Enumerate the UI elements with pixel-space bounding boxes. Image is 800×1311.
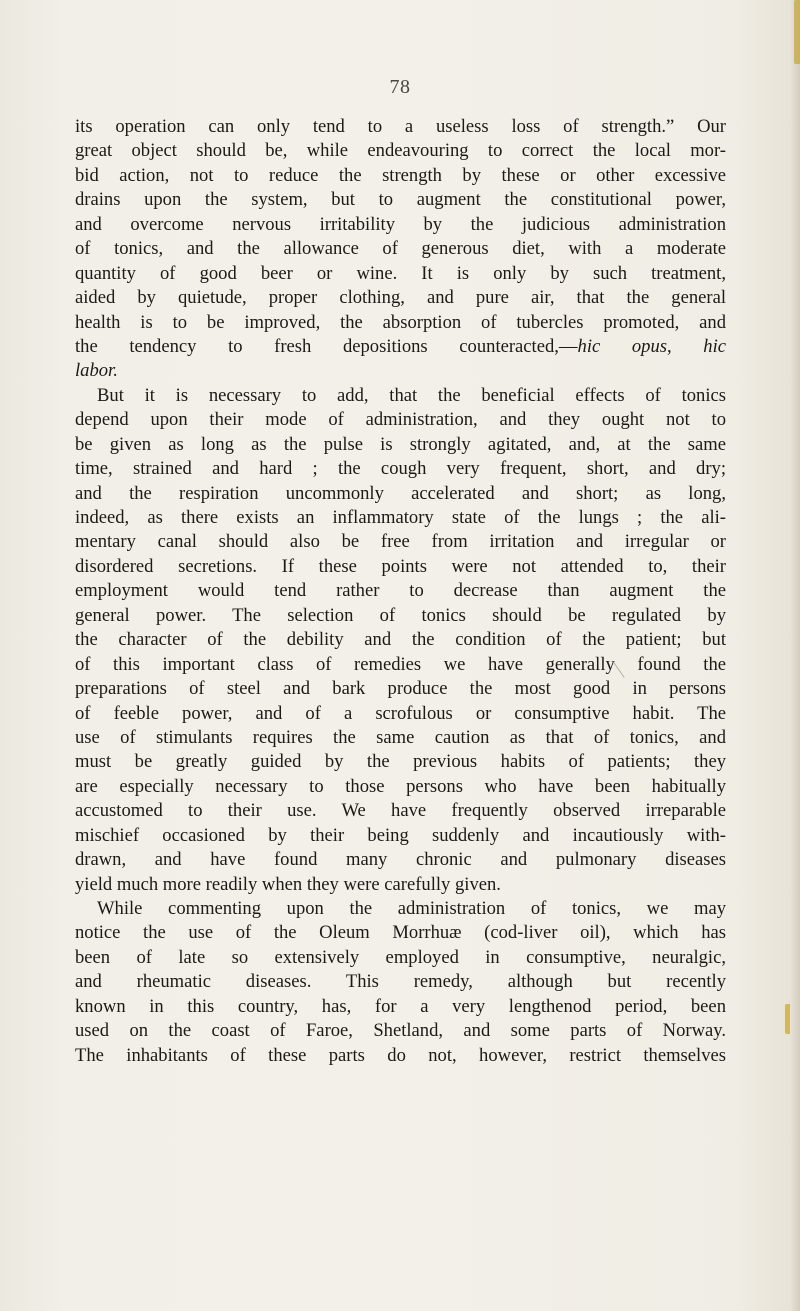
- text-line: health is to be improved, the absorption of tubercles promoted, and: [75, 311, 726, 333]
- text-line: of tonics, and the allowance of generous diet, with a moderate: [75, 238, 726, 260]
- text-line: and overcome nervous irritability by the judicious administration: [75, 213, 726, 235]
- text-line: and the respiration uncommonly accelerated and short; as long,: [75, 482, 726, 504]
- text-line: disordered secretions. If these points were not attended to, their: [75, 555, 726, 577]
- text-line: known in this country, has, for a very lengthenod period, been: [75, 995, 726, 1017]
- text-line: used on the coast of Faroe, Shetland, and some parts of Norway.: [75, 1020, 726, 1042]
- text-line: and rheumatic diseases. This remedy, although but recently: [75, 971, 726, 993]
- text-line: of this important class of remedies we have generally found the: [75, 653, 726, 675]
- body-text: [75, 115, 726, 1068]
- text-line: mischief occasioned by their being suddenly and incautiously with-: [75, 824, 726, 846]
- text-line: depend upon their mode of administration, and they ought not to: [75, 409, 726, 431]
- text-line: labor.: [75, 360, 118, 382]
- text-line: are especially necessary to those persons who have been habitually: [75, 775, 726, 797]
- text-line: its operation can only tend to a useless loss of strength.” Our: [75, 116, 726, 137]
- text-line: use of stimulants requires the same caution as that of tonics, and: [75, 726, 726, 748]
- text-line: quantity of good beer or wine. It is only by such treatment,: [75, 262, 726, 284]
- text-line: mentary canal should also be free from irritation and irregular or: [75, 531, 726, 553]
- text-line: drawn, and have found many chronic and pulmonary diseases: [75, 849, 726, 871]
- text-line: be given as long as the pulse is strongly agitated, and, at the same: [75, 433, 726, 455]
- text-line: notice the use of the Oleum Morrhuæ (cod-liver oil), which has: [75, 922, 726, 944]
- text-line: of feeble power, and of a scrofulous or consumptive habit. The: [75, 702, 726, 724]
- text-line: employment would tend rather to decrease than augment the: [75, 580, 726, 602]
- text-line: accustomed to their use. We have frequently observed irreparable: [75, 800, 726, 822]
- text-line: While commenting upon the administration of tonics, we may: [97, 898, 726, 919]
- page-edge-tab: [794, 0, 800, 64]
- text-line: the character of the debility and the condition of the patient; but: [75, 629, 726, 651]
- text-line: drains upon the system, but to augment the constitutional power,: [75, 189, 726, 211]
- text-line: been of late so extensively employed in consumptive, neuralgic,: [75, 946, 726, 968]
- page-edge-tab: [785, 1004, 790, 1034]
- page-edge-shadow: [790, 0, 800, 1311]
- text-line: But it is necessary to add, that the beneficial effects of tonics: [97, 384, 726, 406]
- page-number: 78: [389, 76, 411, 98]
- text-line: yield much more readily when they were carefully given.: [75, 873, 501, 895]
- text-line: must be greatly guided by the previous habits of patients; they: [75, 751, 726, 773]
- text-line: The inhabitants of these parts do not, however, restrict themselves: [75, 1044, 726, 1066]
- text-line: aided by quietude, proper clothing, and pure air, that the general: [75, 287, 726, 309]
- text-line: indeed, as there exists an inflammatory state of the lungs ; the ali-: [75, 507, 726, 528]
- text-line: bid action, not to reduce the strength by these or other excessive: [75, 164, 726, 186]
- text-line: general power. The selection of tonics should be regulated by: [75, 604, 726, 626]
- text-line: the tendency to fresh depositions counteracted,—hic opus, hic: [75, 335, 726, 357]
- text-line: time, strained and hard ; the cough very frequent, short, and dry;: [75, 458, 726, 480]
- text-line: preparations of steel and bark produce the most good in persons: [75, 678, 726, 700]
- text-line: great object should be, while endeavouring to correct the local mor-: [75, 140, 726, 162]
